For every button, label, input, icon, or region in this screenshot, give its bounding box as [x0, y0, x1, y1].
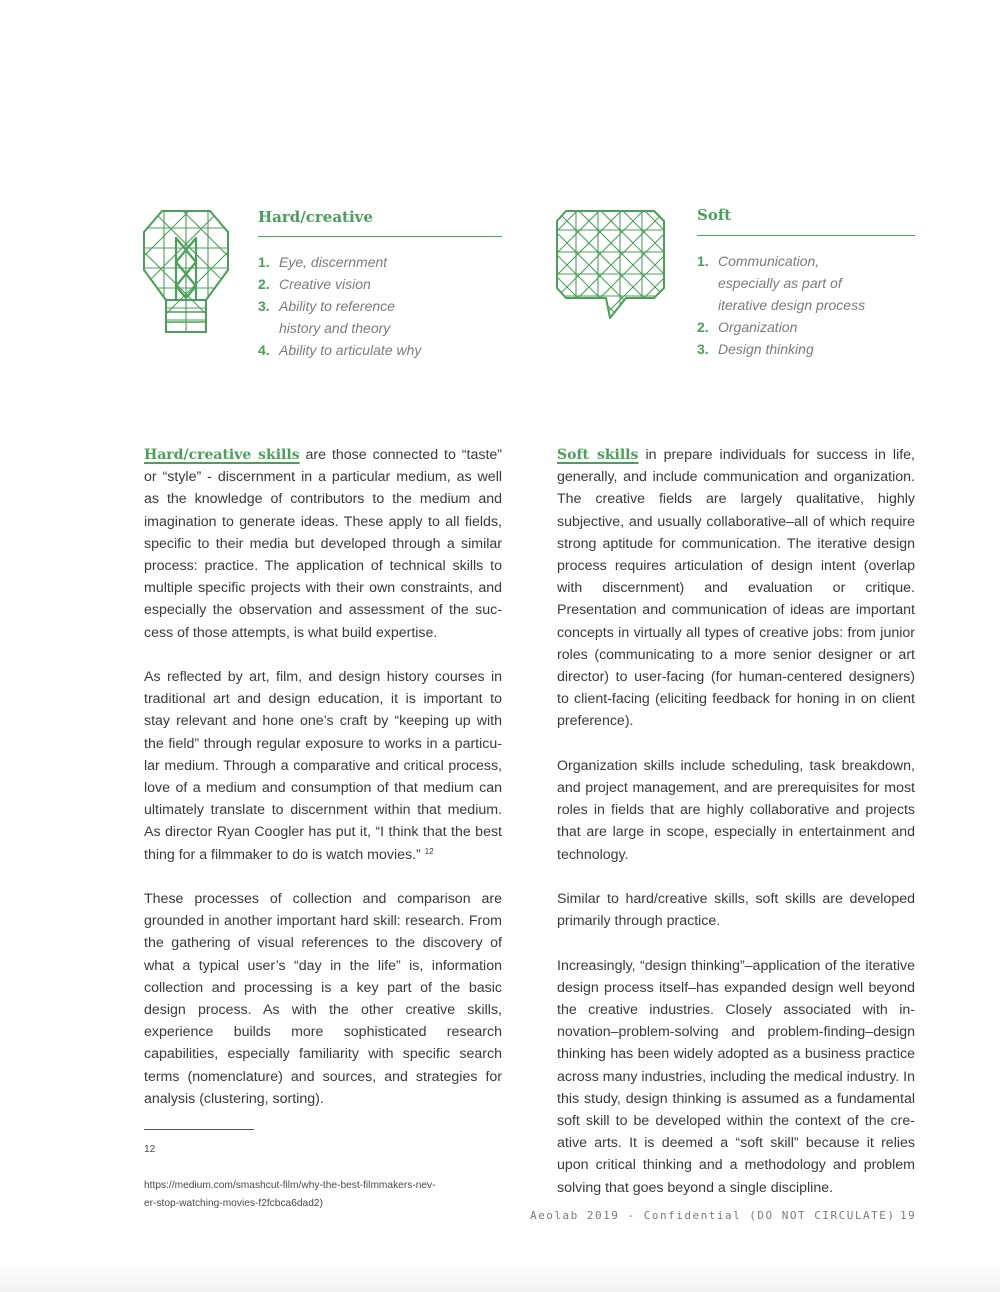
- list-item: 2. Organization: [697, 319, 798, 335]
- soft-rule: [697, 235, 915, 236]
- hard-creative-list: [258, 251, 421, 361]
- footnote-link-continued[interactable]: er-stop-watching-movies-f2fcbca6dad2): [144, 1198, 323, 1209]
- page-bottom-shadow: [0, 1262, 1000, 1292]
- right-body-column: [557, 444, 915, 1221]
- soft-skills-link[interactable]: Soft skills: [557, 447, 639, 463]
- footnote-reference[interactable]: 12: [424, 846, 434, 856]
- paragraph: Similar to hard/creative skills, soft skills are developed primarily through practice.: [557, 891, 915, 930]
- hard-creative-rule: [258, 236, 502, 237]
- footnote-number: 12: [144, 1144, 156, 1155]
- list-item: 3. Ability to reference history and theory: [258, 298, 395, 336]
- left-body-column: [144, 444, 502, 1132]
- hard-creative-title: Hard/creative: [258, 208, 373, 226]
- lightbulb-icon: [140, 208, 232, 336]
- paragraph: Organization skills include scheduling, task breakdown, and project management, and are prerequisites for most roles in fields that are highly collaborative and projects that are large in scope, especially in entertainment and technology.: [557, 757, 915, 863]
- footnote-link[interactable]: https://medium.com/smashcut-film/why-the-best-filmmakers-nev-: [144, 1180, 436, 1191]
- page-number: 19: [900, 1209, 917, 1222]
- soft-list: [697, 250, 865, 360]
- hard-creative-skills-link[interactable]: Hard/creative skills: [144, 447, 300, 463]
- list-item: 1. Eye, discernment: [258, 254, 388, 270]
- list-item: 4. Ability to articulate why: [258, 342, 422, 358]
- list-item: 2. Creative vision: [258, 276, 371, 292]
- footnote-divider: [144, 1129, 254, 1130]
- confidential-footer: Aeolab 2019 - Confidential (DO NOT CIRCULATE): [530, 1209, 896, 1222]
- paragraph: Hard/creative skills are those connected to “taste” or “style” - discernment in a particular medium, as well as the knowledge of contributors to the medium and imagination to generate ideas. These apply to all fields, specific to their media but developed through a similar process: practice. The application of technical skills to multiple specific projects with their own constraints, and especially the observation and assessment of the success of those attempts, is what build expertise.: [144, 447, 502, 641]
- paragraph: Increasingly, “design thinking”–application of the iterative design process itself–has expanded design well beyond the creative industries. Closely associated with innovation–problem-solving and problem-finding–design thinking has been widely adopted as a business practice across many industries, including the medical industry. In this study, design thinking is assumed as a fundamental soft skill to be developed within the context of the creative arts. It is deemed a “soft skill” because it relies upon critical thinking and a methodology and problem solving that goes beyond a single discipline.: [557, 957, 915, 1196]
- list-item: 1. Communication, especially as part of iterative design process: [697, 253, 866, 313]
- paragraph: These processes of collection and comparison are grounded in another important hard skill: research. From the gathering of visual references to the discovery of what a typical user’s “day in the life” is, information collection and processing is a key part of the basic design process. As with the other creative skills, experience builds more sophisticated research capabilities, especially familiarity with specific search terms (nomenclature) and sources, and strategies for analysis (clustering, sorting).: [144, 891, 502, 1107]
- paragraph: As reflected by art, film, and design history courses in traditional art and design education, it is important to stay relevant and hone one’s craft by “keeping up with the field” through regular exposure to works in a particular medium. Through a comparative and critical process, love of a medium and consumption of that medium can ultimately translate to discernment within that medium. As director Ryan Coogler has put it, “I think that the best thing for a filmmaker to do is watch movies.” $^{12}$: [144, 669, 502, 863]
- footnote: [144, 1141, 504, 1213]
- speech-bubble-icon: [554, 208, 668, 322]
- list-item: 3. Design thinking: [697, 341, 814, 357]
- soft-title: Soft: [697, 206, 732, 224]
- paragraph: Soft skills in prepare individuals for success in life, generally, and include communication and organization. The creative fields are largely qualitative, highly subjective, and usually collaborative–all of which require strong aptitude for communication. The iterative design process requires articulation of design intent (overlap with discernment) and evaluation or critique. Presentation and communication of ideas are important concepts in virtually all types of creative jobs: from junior roles (communicating to a more senior designer or art director) to user-facing (for human-centered designers) to client-facing (eliciting feedback for honing in on client preference).: [557, 447, 916, 730]
